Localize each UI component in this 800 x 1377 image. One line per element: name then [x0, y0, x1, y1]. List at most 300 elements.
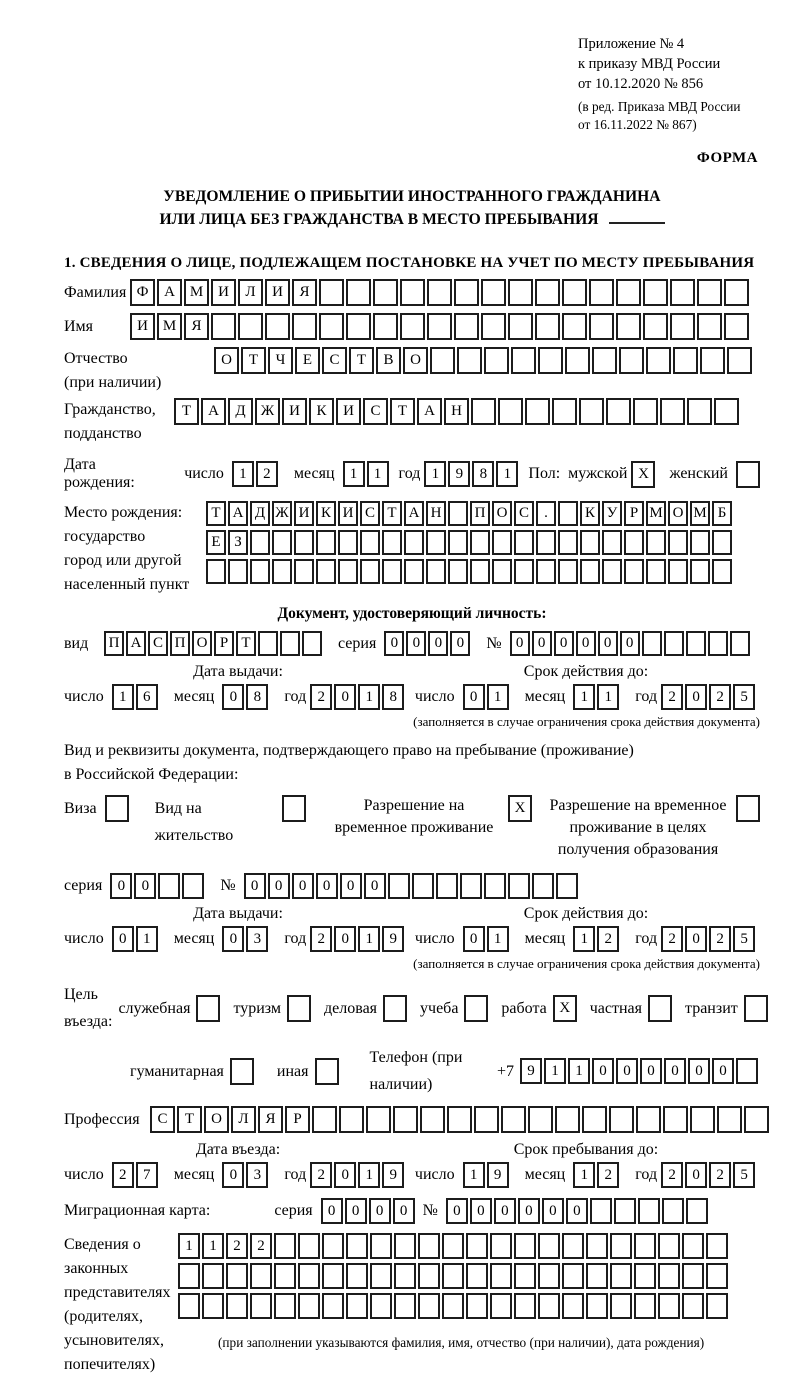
- char-cell[interactable]: [736, 1058, 758, 1084]
- char-cell[interactable]: 1: [232, 461, 254, 487]
- char-cell[interactable]: [697, 279, 722, 306]
- char-cell[interactable]: [466, 1263, 488, 1289]
- char-cell[interactable]: [322, 1293, 344, 1319]
- char-cell[interactable]: О: [192, 631, 212, 656]
- char-cell[interactable]: М: [184, 279, 209, 306]
- char-cell[interactable]: И: [282, 398, 307, 425]
- char-cell[interactable]: [394, 1233, 416, 1259]
- char-cell[interactable]: [508, 313, 533, 340]
- char-cell[interactable]: 0: [393, 1198, 415, 1224]
- char-cell[interactable]: 1: [358, 684, 380, 710]
- char-cell[interactable]: [724, 313, 749, 340]
- char-cell[interactable]: 9: [520, 1058, 542, 1084]
- char-cell[interactable]: [682, 1263, 704, 1289]
- char-cell[interactable]: [690, 1106, 715, 1133]
- char-cell[interactable]: 9: [382, 1162, 404, 1188]
- char-cell[interactable]: [346, 1263, 368, 1289]
- char-cell[interactable]: 1: [573, 926, 595, 952]
- char-cell[interactable]: Я: [184, 313, 209, 340]
- char-cell[interactable]: [538, 347, 563, 374]
- char-cell[interactable]: [420, 1106, 445, 1133]
- char-cell[interactable]: 8: [246, 684, 268, 710]
- char-cell[interactable]: Т: [236, 631, 256, 656]
- char-cell[interactable]: [474, 1106, 499, 1133]
- char-cell[interactable]: [624, 559, 644, 584]
- char-cell[interactable]: [514, 1293, 536, 1319]
- char-cell[interactable]: [404, 530, 424, 555]
- char-cell[interactable]: [668, 530, 688, 555]
- char-cell[interactable]: [466, 1233, 488, 1259]
- char-cell[interactable]: 1: [463, 1162, 485, 1188]
- char-cell[interactable]: [610, 1233, 632, 1259]
- char-cell[interactable]: [562, 279, 587, 306]
- sex-female-checkbox[interactable]: [736, 461, 760, 488]
- char-cell[interactable]: 7: [136, 1162, 158, 1188]
- char-cell[interactable]: 0: [685, 684, 707, 710]
- char-cell[interactable]: 0: [446, 1198, 468, 1224]
- char-cell[interactable]: [673, 347, 698, 374]
- char-cell[interactable]: 0: [244, 873, 266, 899]
- char-cell[interactable]: [481, 279, 506, 306]
- char-cell[interactable]: К: [580, 501, 600, 526]
- char-cell[interactable]: [555, 1106, 580, 1133]
- purpose-humanitarian-checkbox[interactable]: [230, 1058, 254, 1085]
- char-cell[interactable]: [586, 1293, 608, 1319]
- char-cell[interactable]: 2: [661, 684, 683, 710]
- char-cell[interactable]: [211, 313, 236, 340]
- char-cell[interactable]: 0: [428, 631, 448, 656]
- purpose-official-checkbox[interactable]: [196, 995, 220, 1022]
- char-cell[interactable]: [316, 559, 336, 584]
- char-cell[interactable]: Т: [206, 501, 226, 526]
- char-cell[interactable]: [708, 631, 728, 656]
- char-cell[interactable]: [427, 313, 452, 340]
- char-cell[interactable]: 0: [450, 631, 470, 656]
- char-cell[interactable]: [602, 530, 622, 555]
- char-cell[interactable]: [643, 313, 668, 340]
- char-cell[interactable]: С: [150, 1106, 175, 1133]
- char-cell[interactable]: К: [309, 398, 334, 425]
- char-cell[interactable]: 0: [222, 926, 244, 952]
- char-cell[interactable]: С: [360, 501, 380, 526]
- char-cell[interactable]: 1: [544, 1058, 566, 1084]
- char-cell[interactable]: [294, 530, 314, 555]
- char-cell[interactable]: Р: [214, 631, 234, 656]
- char-cell[interactable]: П: [170, 631, 190, 656]
- char-cell[interactable]: О: [492, 501, 512, 526]
- char-cell[interactable]: [250, 530, 270, 555]
- char-cell[interactable]: 1: [136, 926, 158, 952]
- char-cell[interactable]: [619, 347, 644, 374]
- char-cell[interactable]: И: [265, 279, 290, 306]
- char-cell[interactable]: [447, 1106, 472, 1133]
- purpose-private-checkbox[interactable]: [648, 995, 672, 1022]
- char-cell[interactable]: П: [470, 501, 490, 526]
- char-cell[interactable]: [712, 530, 732, 555]
- char-cell[interactable]: [319, 313, 344, 340]
- char-cell[interactable]: 0: [134, 873, 156, 899]
- char-cell[interactable]: [346, 279, 371, 306]
- char-cell[interactable]: [538, 1263, 560, 1289]
- char-cell[interactable]: [470, 530, 490, 555]
- char-cell[interactable]: Ж: [255, 398, 280, 425]
- char-cell[interactable]: 2: [709, 1162, 731, 1188]
- purpose-other-checkbox[interactable]: [315, 1058, 339, 1085]
- char-cell[interactable]: 0: [566, 1198, 588, 1224]
- char-cell[interactable]: [430, 347, 455, 374]
- char-cell[interactable]: И: [294, 501, 314, 526]
- char-cell[interactable]: И: [338, 501, 358, 526]
- char-cell[interactable]: [382, 559, 402, 584]
- char-cell[interactable]: 1: [496, 461, 518, 487]
- char-cell[interactable]: 0: [685, 926, 707, 952]
- char-cell[interactable]: Я: [258, 1106, 283, 1133]
- char-cell[interactable]: [346, 1293, 368, 1319]
- char-cell[interactable]: [178, 1263, 200, 1289]
- char-cell[interactable]: 0: [364, 873, 386, 899]
- char-cell[interactable]: Л: [231, 1106, 256, 1133]
- char-cell[interactable]: 2: [661, 926, 683, 952]
- char-cell[interactable]: 2: [597, 926, 619, 952]
- char-cell[interactable]: 0: [222, 1162, 244, 1188]
- char-cell[interactable]: [634, 1233, 656, 1259]
- char-cell[interactable]: З: [228, 530, 248, 555]
- char-cell[interactable]: [508, 873, 530, 899]
- char-cell[interactable]: [589, 279, 614, 306]
- char-cell[interactable]: В: [376, 347, 401, 374]
- char-cell[interactable]: 0: [222, 684, 244, 710]
- char-cell[interactable]: [442, 1263, 464, 1289]
- char-cell[interactable]: 0: [334, 926, 356, 952]
- char-cell[interactable]: 1: [112, 684, 134, 710]
- char-cell[interactable]: С: [322, 347, 347, 374]
- char-cell[interactable]: [339, 1106, 364, 1133]
- char-cell[interactable]: [258, 631, 278, 656]
- char-cell[interactable]: [624, 530, 644, 555]
- char-cell[interactable]: [490, 1233, 512, 1259]
- char-cell[interactable]: [272, 559, 292, 584]
- char-cell[interactable]: 0: [685, 1162, 707, 1188]
- char-cell[interactable]: [690, 530, 710, 555]
- char-cell[interactable]: 0: [334, 684, 356, 710]
- char-cell[interactable]: [274, 1263, 296, 1289]
- char-cell[interactable]: [436, 873, 458, 899]
- char-cell[interactable]: 0: [463, 926, 485, 952]
- purpose-business-checkbox[interactable]: [383, 995, 407, 1022]
- char-cell[interactable]: [535, 313, 560, 340]
- char-cell[interactable]: 0: [321, 1198, 343, 1224]
- char-cell[interactable]: [590, 1198, 612, 1224]
- char-cell[interactable]: [565, 347, 590, 374]
- char-cell[interactable]: Д: [250, 501, 270, 526]
- char-cell[interactable]: [484, 873, 506, 899]
- char-cell[interactable]: 1: [343, 461, 365, 487]
- char-cell[interactable]: Ж: [272, 501, 292, 526]
- char-cell[interactable]: [382, 530, 402, 555]
- char-cell[interactable]: [373, 279, 398, 306]
- char-cell[interactable]: [338, 530, 358, 555]
- char-cell[interactable]: 2: [250, 1233, 272, 1259]
- char-cell[interactable]: А: [417, 398, 442, 425]
- char-cell[interactable]: [562, 1293, 584, 1319]
- char-cell[interactable]: [426, 530, 446, 555]
- char-cell[interactable]: [592, 347, 617, 374]
- char-cell[interactable]: 1: [367, 461, 389, 487]
- char-cell[interactable]: Т: [349, 347, 374, 374]
- char-cell[interactable]: [558, 501, 578, 526]
- char-cell[interactable]: [670, 279, 695, 306]
- char-cell[interactable]: [686, 1198, 708, 1224]
- char-cell[interactable]: 8: [472, 461, 494, 487]
- char-cell[interactable]: Е: [206, 530, 226, 555]
- char-cell[interactable]: [642, 631, 662, 656]
- char-cell[interactable]: 0: [334, 1162, 356, 1188]
- char-cell[interactable]: [690, 559, 710, 584]
- char-cell[interactable]: [178, 1293, 200, 1319]
- char-cell[interactable]: [274, 1293, 296, 1319]
- char-cell[interactable]: М: [690, 501, 710, 526]
- char-cell[interactable]: 9: [382, 926, 404, 952]
- char-cell[interactable]: 9: [448, 461, 470, 487]
- char-cell[interactable]: 3: [246, 1162, 268, 1188]
- char-cell[interactable]: [668, 559, 688, 584]
- char-cell[interactable]: 0: [616, 1058, 638, 1084]
- char-cell[interactable]: 2: [310, 684, 332, 710]
- char-cell[interactable]: 0: [470, 1198, 492, 1224]
- char-cell[interactable]: [528, 1106, 553, 1133]
- char-cell[interactable]: [697, 313, 722, 340]
- char-cell[interactable]: [442, 1233, 464, 1259]
- char-cell[interactable]: 0: [592, 1058, 614, 1084]
- char-cell[interactable]: [646, 559, 666, 584]
- char-cell[interactable]: [298, 1233, 320, 1259]
- char-cell[interactable]: [448, 559, 468, 584]
- char-cell[interactable]: [682, 1233, 704, 1259]
- char-cell[interactable]: И: [130, 313, 155, 340]
- char-cell[interactable]: [202, 1293, 224, 1319]
- char-cell[interactable]: 0: [598, 631, 618, 656]
- char-cell[interactable]: 5: [733, 1162, 755, 1188]
- char-cell[interactable]: [538, 1293, 560, 1319]
- char-cell[interactable]: 0: [688, 1058, 710, 1084]
- char-cell[interactable]: [606, 398, 631, 425]
- char-cell[interactable]: 1: [358, 926, 380, 952]
- char-cell[interactable]: О: [214, 347, 239, 374]
- char-cell[interactable]: 1: [487, 684, 509, 710]
- char-cell[interactable]: [490, 1263, 512, 1289]
- char-cell[interactable]: [294, 559, 314, 584]
- char-cell[interactable]: 1: [487, 926, 509, 952]
- char-cell[interactable]: [582, 1106, 607, 1133]
- char-cell[interactable]: П: [104, 631, 124, 656]
- char-cell[interactable]: [298, 1263, 320, 1289]
- char-cell[interactable]: [182, 873, 204, 899]
- char-cell[interactable]: 2: [709, 684, 731, 710]
- char-cell[interactable]: 1: [424, 461, 446, 487]
- char-cell[interactable]: [322, 1233, 344, 1259]
- char-cell[interactable]: [616, 279, 641, 306]
- char-cell[interactable]: [250, 559, 270, 584]
- purpose-transit-checkbox[interactable]: [744, 995, 768, 1022]
- char-cell[interactable]: У: [602, 501, 622, 526]
- purpose-work-checkbox[interactable]: X: [553, 995, 577, 1022]
- char-cell[interactable]: 1: [573, 684, 595, 710]
- char-cell[interactable]: [370, 1233, 392, 1259]
- char-cell[interactable]: [712, 559, 732, 584]
- char-cell[interactable]: 1: [202, 1233, 224, 1259]
- char-cell[interactable]: [514, 1233, 536, 1259]
- char-cell[interactable]: [448, 501, 468, 526]
- char-cell[interactable]: [322, 1263, 344, 1289]
- char-cell[interactable]: [638, 1198, 660, 1224]
- char-cell[interactable]: [394, 1293, 416, 1319]
- char-cell[interactable]: Д: [228, 398, 253, 425]
- char-cell[interactable]: [481, 313, 506, 340]
- char-cell[interactable]: [272, 530, 292, 555]
- char-cell[interactable]: [670, 313, 695, 340]
- char-cell[interactable]: [586, 1263, 608, 1289]
- char-cell[interactable]: А: [228, 501, 248, 526]
- char-cell[interactable]: 1: [573, 1162, 595, 1188]
- char-cell[interactable]: С: [514, 501, 534, 526]
- char-cell[interactable]: [662, 1198, 684, 1224]
- char-cell[interactable]: [643, 279, 668, 306]
- char-cell[interactable]: 0: [664, 1058, 686, 1084]
- char-cell[interactable]: [586, 1233, 608, 1259]
- char-cell[interactable]: Т: [174, 398, 199, 425]
- char-cell[interactable]: Т: [382, 501, 402, 526]
- char-cell[interactable]: 5: [733, 926, 755, 952]
- char-cell[interactable]: 0: [640, 1058, 662, 1084]
- char-cell[interactable]: 1: [597, 684, 619, 710]
- char-cell[interactable]: 6: [136, 684, 158, 710]
- char-cell[interactable]: [370, 1293, 392, 1319]
- char-cell[interactable]: 0: [712, 1058, 734, 1084]
- char-cell[interactable]: [471, 398, 496, 425]
- char-cell[interactable]: [360, 530, 380, 555]
- char-cell[interactable]: [346, 313, 371, 340]
- char-cell[interactable]: Т: [390, 398, 415, 425]
- char-cell[interactable]: С: [148, 631, 168, 656]
- char-cell[interactable]: И: [336, 398, 361, 425]
- char-cell[interactable]: [552, 398, 577, 425]
- char-cell[interactable]: Л: [238, 279, 263, 306]
- char-cell[interactable]: Т: [177, 1106, 202, 1133]
- char-cell[interactable]: [717, 1106, 742, 1133]
- char-cell[interactable]: [614, 1198, 636, 1224]
- char-cell[interactable]: [514, 1263, 536, 1289]
- char-cell[interactable]: [426, 559, 446, 584]
- char-cell[interactable]: [226, 1263, 248, 1289]
- char-cell[interactable]: А: [157, 279, 182, 306]
- char-cell[interactable]: О: [204, 1106, 229, 1133]
- char-cell[interactable]: [250, 1293, 272, 1319]
- char-cell[interactable]: [532, 873, 554, 899]
- char-cell[interactable]: [400, 279, 425, 306]
- char-cell[interactable]: [687, 398, 712, 425]
- char-cell[interactable]: 2: [310, 926, 332, 952]
- char-cell[interactable]: [366, 1106, 391, 1133]
- char-cell[interactable]: [536, 530, 556, 555]
- char-cell[interactable]: [466, 1293, 488, 1319]
- char-cell[interactable]: [492, 559, 512, 584]
- char-cell[interactable]: О: [668, 501, 688, 526]
- char-cell[interactable]: [298, 1293, 320, 1319]
- char-cell[interactable]: [265, 313, 290, 340]
- char-cell[interactable]: [727, 347, 752, 374]
- char-cell[interactable]: [634, 1293, 656, 1319]
- char-cell[interactable]: [302, 631, 322, 656]
- char-cell[interactable]: 2: [597, 1162, 619, 1188]
- char-cell[interactable]: [706, 1263, 728, 1289]
- temp-residence-checkbox[interactable]: X: [508, 795, 532, 822]
- char-cell[interactable]: 0: [494, 1198, 516, 1224]
- char-cell[interactable]: [427, 279, 452, 306]
- char-cell[interactable]: [536, 559, 556, 584]
- char-cell[interactable]: [238, 313, 263, 340]
- char-cell[interactable]: [501, 1106, 526, 1133]
- char-cell[interactable]: Т: [241, 347, 266, 374]
- char-cell[interactable]: [226, 1293, 248, 1319]
- char-cell[interactable]: 0: [292, 873, 314, 899]
- char-cell[interactable]: А: [201, 398, 226, 425]
- char-cell[interactable]: [319, 279, 344, 306]
- char-cell[interactable]: [610, 1293, 632, 1319]
- char-cell[interactable]: [511, 347, 536, 374]
- char-cell[interactable]: [346, 1233, 368, 1259]
- char-cell[interactable]: [492, 530, 512, 555]
- visa-checkbox[interactable]: [105, 795, 129, 822]
- char-cell[interactable]: 1: [358, 1162, 380, 1188]
- char-cell[interactable]: [646, 530, 666, 555]
- char-cell[interactable]: [525, 398, 550, 425]
- char-cell[interactable]: [338, 559, 358, 584]
- char-cell[interactable]: [556, 873, 578, 899]
- char-cell[interactable]: [658, 1293, 680, 1319]
- char-cell[interactable]: [418, 1233, 440, 1259]
- char-cell[interactable]: И: [211, 279, 236, 306]
- char-cell[interactable]: [274, 1233, 296, 1259]
- char-cell[interactable]: [370, 1263, 392, 1289]
- char-cell[interactable]: [558, 530, 578, 555]
- char-cell[interactable]: [312, 1106, 337, 1133]
- char-cell[interactable]: [158, 873, 180, 899]
- char-cell[interactable]: Н: [444, 398, 469, 425]
- char-cell[interactable]: [634, 1263, 656, 1289]
- char-cell[interactable]: [250, 1263, 272, 1289]
- char-cell[interactable]: 2: [226, 1233, 248, 1259]
- char-cell[interactable]: 5: [733, 684, 755, 710]
- char-cell[interactable]: [508, 279, 533, 306]
- char-cell[interactable]: Ч: [268, 347, 293, 374]
- char-cell[interactable]: [228, 559, 248, 584]
- char-cell[interactable]: 0: [463, 684, 485, 710]
- char-cell[interactable]: [404, 559, 424, 584]
- char-cell[interactable]: 2: [256, 461, 278, 487]
- char-cell[interactable]: [724, 279, 749, 306]
- char-cell[interactable]: [454, 313, 479, 340]
- char-cell[interactable]: [610, 1263, 632, 1289]
- char-cell[interactable]: 0: [554, 631, 574, 656]
- char-cell[interactable]: 0: [542, 1198, 564, 1224]
- char-cell[interactable]: [602, 559, 622, 584]
- char-cell[interactable]: [418, 1263, 440, 1289]
- char-cell[interactable]: [202, 1263, 224, 1289]
- char-cell[interactable]: [514, 559, 534, 584]
- char-cell[interactable]: 0: [384, 631, 404, 656]
- char-cell[interactable]: 0: [620, 631, 640, 656]
- char-cell[interactable]: 2: [112, 1162, 134, 1188]
